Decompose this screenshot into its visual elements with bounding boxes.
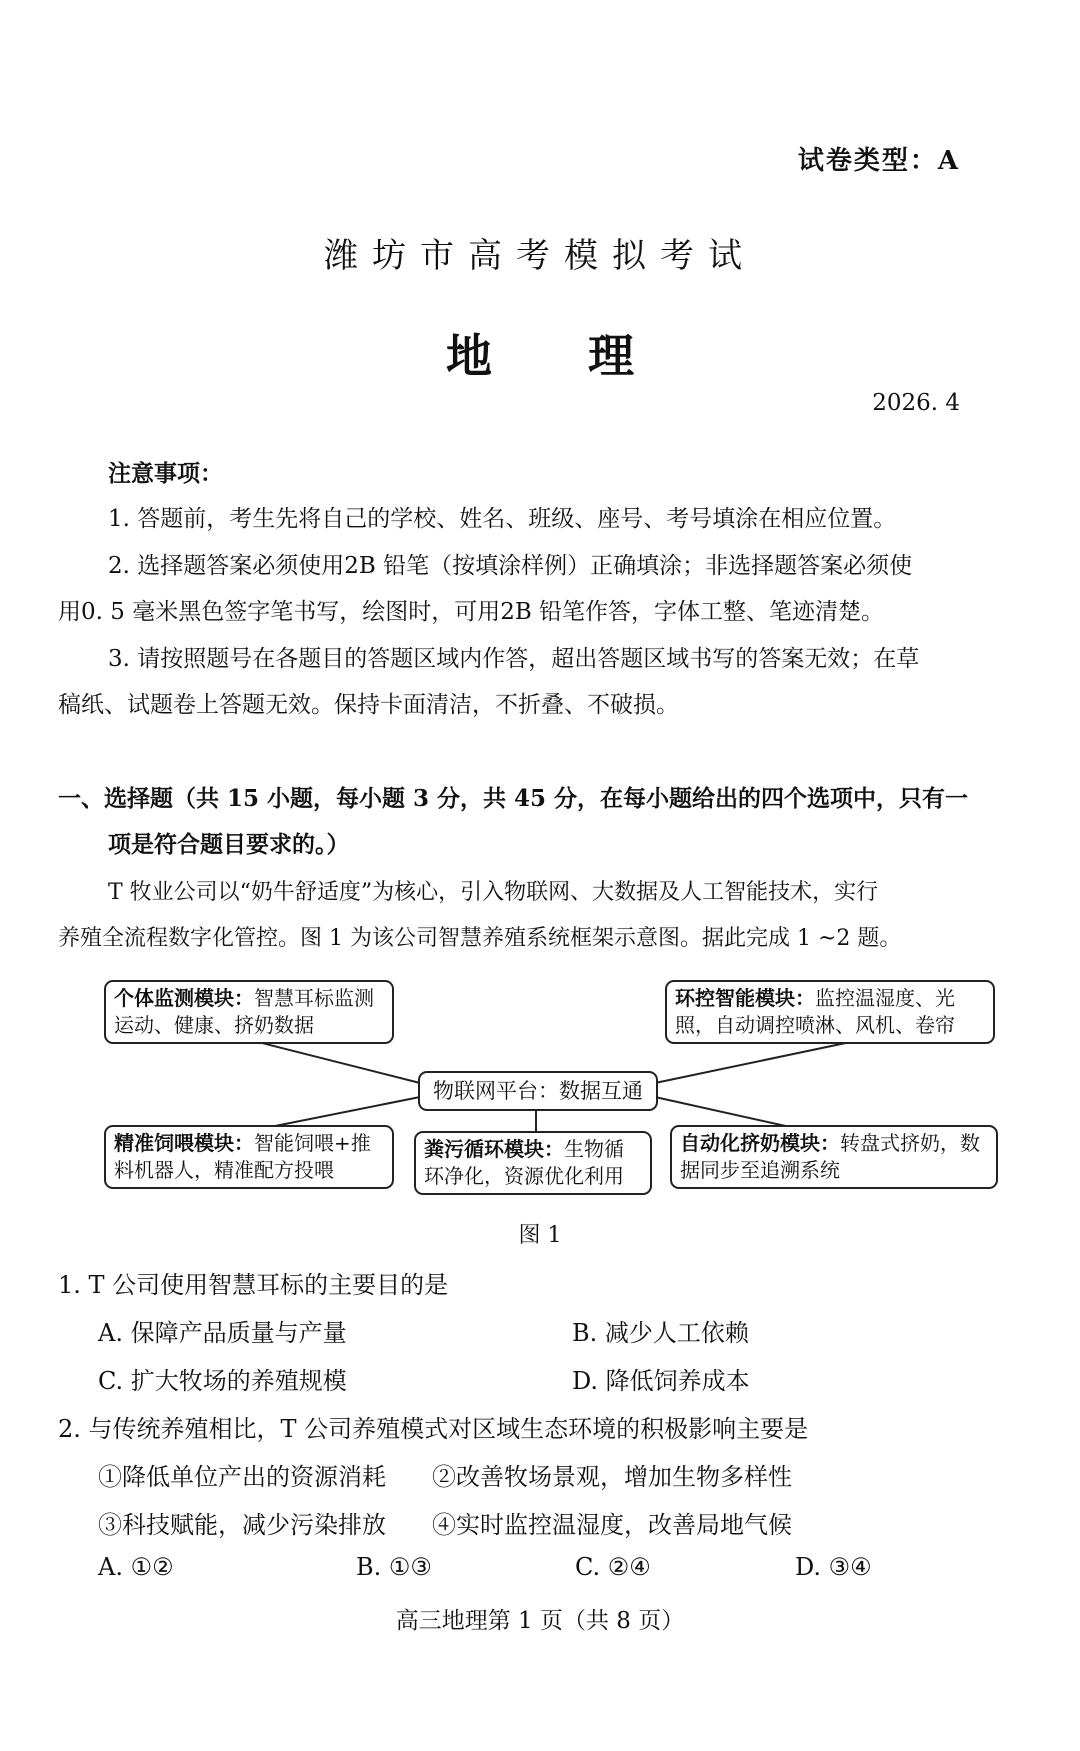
q2-option-c: C. ②④ (575, 1553, 651, 1581)
box-env-control (665, 980, 995, 1044)
q2-stem: 2. 与传统养殖相比，T 公司养殖模式对区域生态环境的积极影响主要是 (58, 1415, 809, 1443)
subject-title (0, 320, 1080, 386)
connector-individual (250, 1040, 420, 1083)
section-heading-line-2: 项是符合题目要求的。） (108, 831, 350, 858)
exam-date: 2026. 4 (872, 390, 960, 416)
box-milk-text: 转盘式挤奶，数据同步至追溯系统 (680, 1131, 980, 1182)
box-waste-text: 生物循环净化，资源优化利用 (424, 1137, 624, 1188)
q1-option-d: D. 降低饲养成本 (572, 1367, 750, 1395)
q2-option-d: D. ③④ (795, 1553, 872, 1581)
box-feed-title: 精准饲喂模块： (114, 1131, 254, 1155)
box-feed-text: 智能饲喂+推料机器人，精准配方投喂 (114, 1131, 371, 1182)
box-individual-text: 智慧耳标监测运动、健康、挤奶数据 (114, 986, 374, 1037)
q1-option-a: A. 保障产品质量与产量 (98, 1319, 347, 1347)
page-footer: 高三地理第 1 页（共 8 页） (395, 1608, 685, 1634)
box-waste-title: 粪污循环模块： (424, 1137, 564, 1161)
q1-stem: 1. T 公司使用智慧耳标的主要目的是 (58, 1271, 449, 1299)
notice-item-1: 1. 答题前，考生先将自己的学校、姓名、班级、座号、考号填涂在相应位置。 (108, 506, 897, 532)
notice-item-2-line-1: 2. 选择题答案必须使用2B 铅笔（按填涂样例）正确填涂；非选择题答案必须使 (108, 553, 913, 579)
box-waste-cycle (414, 1131, 652, 1195)
notice-item-2-line-2: 用0. 5 毫米黑色签字笔书写，绘图时，可用2B 铅笔作答，字体工整、笔迹清楚。 (58, 599, 885, 625)
q2-statement-2: ②改善牧场景观，增加生物多样性 (432, 1463, 792, 1491)
notice-item-3-line-1: 3. 请按照题号在各题目的答题区域内作答，超出答题区域书写的答案无效；在草 (108, 646, 920, 672)
connector-env (655, 1040, 860, 1083)
box-precise-feeding (104, 1125, 394, 1189)
iot-platform-label: 物联网平台：数据互通 (433, 1079, 643, 1103)
q2-option-a: A. ①② (98, 1553, 174, 1581)
notice-title: 注意事项： (108, 460, 223, 487)
figure-caption: 图 1 (518, 1223, 562, 1248)
connector-milk (655, 1097, 790, 1127)
notice-item-3-line-2: 稿纸、试题卷上答题无效。保持卡面清洁，不折叠、不破损。 (58, 692, 679, 718)
intro-line-1: T 牧业公司以“奶牛舒适度”为核心，引入物联网、大数据及人工智能技术，实行 (108, 880, 879, 905)
q2-statement-4: ④实时监控温湿度，改善局地气候 (432, 1511, 792, 1539)
system-framework-diagram (100, 975, 1000, 1195)
connector-feed (270, 1097, 420, 1127)
box-iot-platform (418, 1071, 658, 1111)
box-env-title: 环控智能模块： (675, 986, 815, 1010)
exam-title: 潍坊市高考模拟考试 (324, 236, 756, 276)
q2-statement-1: ①降低单位产出的资源消耗 (98, 1463, 386, 1491)
box-env-text: 监控温湿度、光照，自动调控喷淋、风机、卷帘 (675, 986, 955, 1037)
subject-char-1: 地 (446, 329, 492, 383)
box-milk-title: 自动化挤奶模块： (680, 1131, 840, 1155)
box-auto-milking (670, 1125, 998, 1189)
section-heading-line-1: 一、选择题（共 15 小题，每小题 3 分，共 45 分，在每小题给出的四个选项中，只有一 (58, 785, 969, 812)
box-individual-title: 个体监测模块： (114, 986, 254, 1010)
q1-option-c: C. 扩大牧场的养殖规模 (98, 1367, 347, 1395)
subject-char-2: 理 (588, 329, 634, 383)
q2-statement-3: ③科技赋能，减少污染排放 (98, 1511, 386, 1539)
paper-type: 试卷类型：A (797, 146, 960, 176)
intro-line-2: 养殖全流程数字化管控。图 1 为该公司智慧养殖系统框架示意图。据此完成 1 ~2 题。 (58, 926, 902, 951)
box-individual-monitoring (104, 980, 394, 1044)
q1-option-b: B. 减少人工依赖 (572, 1319, 749, 1347)
q2-option-b: B. ①③ (356, 1553, 432, 1581)
